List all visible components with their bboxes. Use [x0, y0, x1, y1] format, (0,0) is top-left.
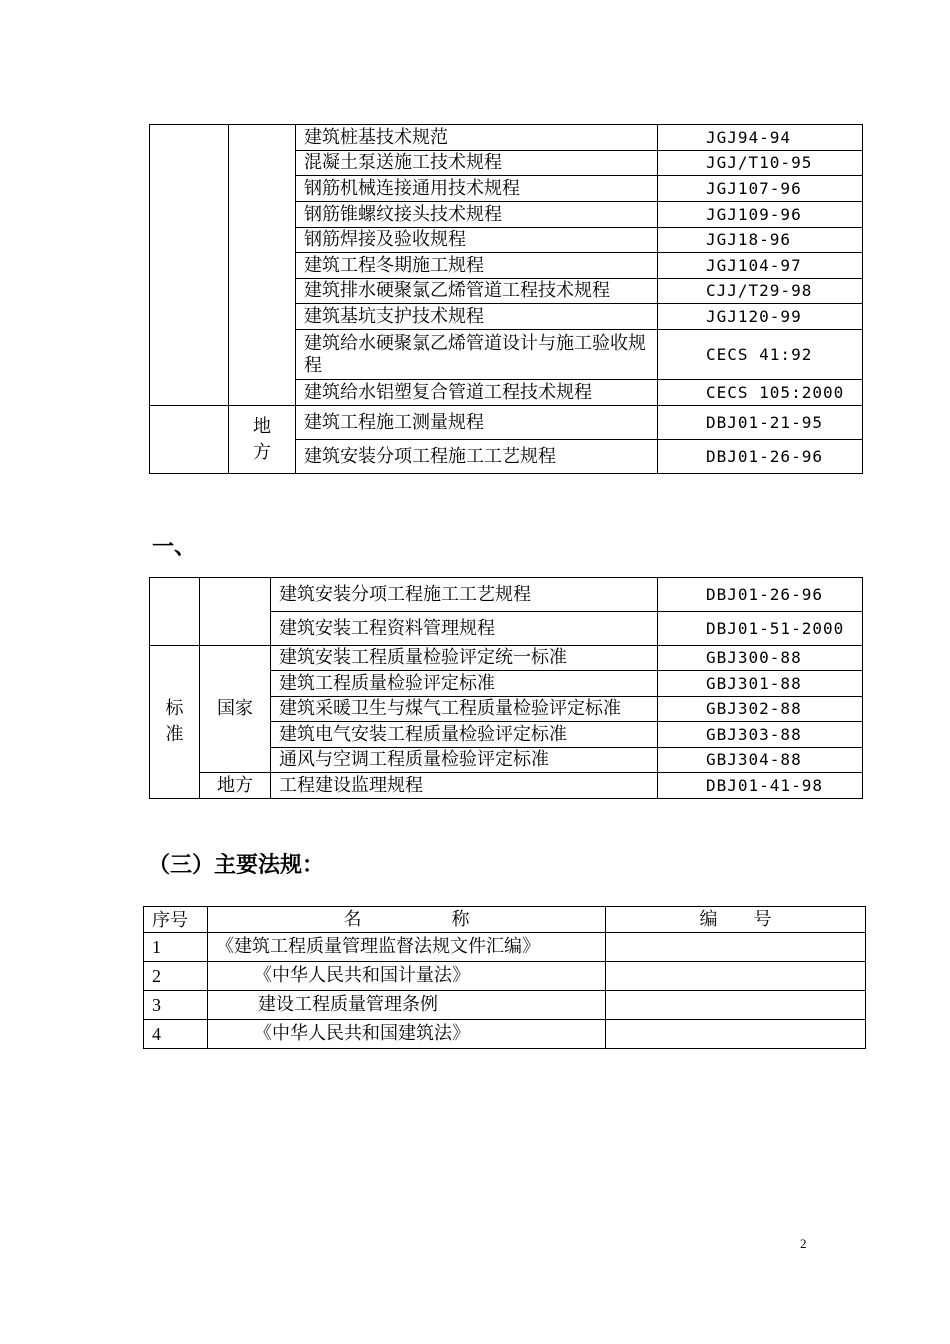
standard-code: DBJ01-21-95 [658, 406, 863, 440]
standard-code: CECS 41:92 [658, 330, 863, 380]
standard-name: 钢筋焊接及验收规程 [296, 228, 658, 253]
national-label: 国家 [200, 646, 271, 773]
standard-code: GBJ300-88 [658, 646, 863, 671]
regulation-name: 《中华人民共和国计量法》 [208, 962, 606, 991]
standard-name: 建筑电气安装工程质量检验评定标准 [271, 722, 658, 748]
standard-name: 建筑排水硬聚氯乙烯管道工程技术规程 [296, 279, 658, 304]
standard-name: 建筑工程质量检验评定标准 [271, 671, 658, 697]
standard-code: GBJ303-88 [658, 722, 863, 748]
standard-code: JGJ109-96 [658, 202, 863, 228]
regulation-code [606, 1020, 866, 1049]
standard-code: GBJ302-88 [658, 697, 863, 722]
standard-name: 建筑采暖卫生与煤气工程质量检验评定标准 [271, 697, 658, 722]
row-index: 2 [144, 962, 208, 991]
standard-name: 建筑安装工程资料管理规程 [271, 612, 658, 646]
standards-table-continued [149, 124, 863, 474]
local-label-text: 地方 [252, 415, 271, 463]
standard-name: 建筑安装工程质量检验评定统一标准 [271, 646, 658, 671]
standard-name: 建筑安装分项工程施工工艺规程 [296, 440, 658, 474]
regulation-name: 建设工程质量管理条例 [208, 991, 606, 1020]
standard-code: CECS 105:2000 [658, 380, 863, 406]
row-index: 3 [144, 991, 208, 1020]
standard-code: JGJ94-94 [658, 125, 863, 151]
standard-code: DBJ01-41-98 [658, 773, 863, 799]
page-number: 2 [800, 1236, 807, 1251]
regulation-name: 《建筑工程质量管理监督法规文件汇编》 [208, 933, 606, 962]
category-cell [150, 406, 229, 474]
subcategory-cell [200, 578, 271, 646]
standard-code: JGJ107-96 [658, 176, 863, 202]
standard-code: JGJ104-97 [658, 253, 863, 279]
standard-name: 通风与空调工程质量检验评定标准 [271, 748, 658, 773]
local-label: 地方 [200, 773, 271, 799]
standard-name: 混凝土泵送施工技术规程 [296, 151, 658, 176]
standard-code: DBJ01-26-96 [658, 440, 863, 474]
standard-name: 建筑桩基技术规范 [296, 125, 658, 151]
standards-table [149, 577, 863, 799]
category-cell [150, 125, 229, 406]
standard-code: DBJ01-26-96 [658, 578, 863, 612]
standard-code: JGJ18-96 [658, 228, 863, 253]
standard-name: 建筑给水铝塑复合管道工程技术规程 [296, 380, 658, 406]
header-name: 名 称 [208, 907, 606, 933]
row-index: 4 [144, 1020, 208, 1049]
regulation-name: 《中华人民共和国建筑法》 [208, 1020, 606, 1049]
standard-code: GBJ304-88 [658, 748, 863, 773]
standard-code: JGJ120-99 [658, 304, 863, 330]
standard-name: 建筑给水硬聚氯乙烯管道设计与施工验收规程 [296, 330, 658, 380]
header-index: 序号 [144, 907, 208, 933]
standard-name: 建筑工程冬期施工规程 [296, 253, 658, 279]
standard-name: 钢筋锥螺纹接头技术规程 [296, 202, 658, 228]
row-index: 1 [144, 933, 208, 962]
standard-name: 钢筋机械连接通用技术规程 [296, 176, 658, 202]
regulation-code [606, 991, 866, 1020]
category-cell [150, 578, 200, 646]
regulations-table [143, 906, 866, 1049]
subcategory-cell [229, 125, 296, 406]
standard-category [150, 646, 200, 799]
standard-name: 建筑安装分项工程施工工艺规程 [271, 578, 658, 612]
local-label [229, 406, 296, 474]
regulation-code [606, 962, 866, 991]
standard-category-text: 标准 [165, 698, 184, 745]
header-code: 编 号 [606, 907, 866, 933]
section-heading-1: 一、 [152, 535, 197, 560]
standard-code: JGJ/T10-95 [658, 151, 863, 176]
standard-code: CJJ/T29-98 [658, 279, 863, 304]
section-heading-2: （三）主要法规： [148, 853, 325, 878]
standard-name: 建筑基坑支护技术规程 [296, 304, 658, 330]
standard-name: 建筑工程施工测量规程 [296, 406, 658, 440]
regulation-code [606, 933, 866, 962]
standard-code: DBJ01-51-2000 [658, 612, 863, 646]
standard-code: GBJ301-88 [658, 671, 863, 697]
standard-name: 工程建设监理规程 [271, 773, 658, 799]
